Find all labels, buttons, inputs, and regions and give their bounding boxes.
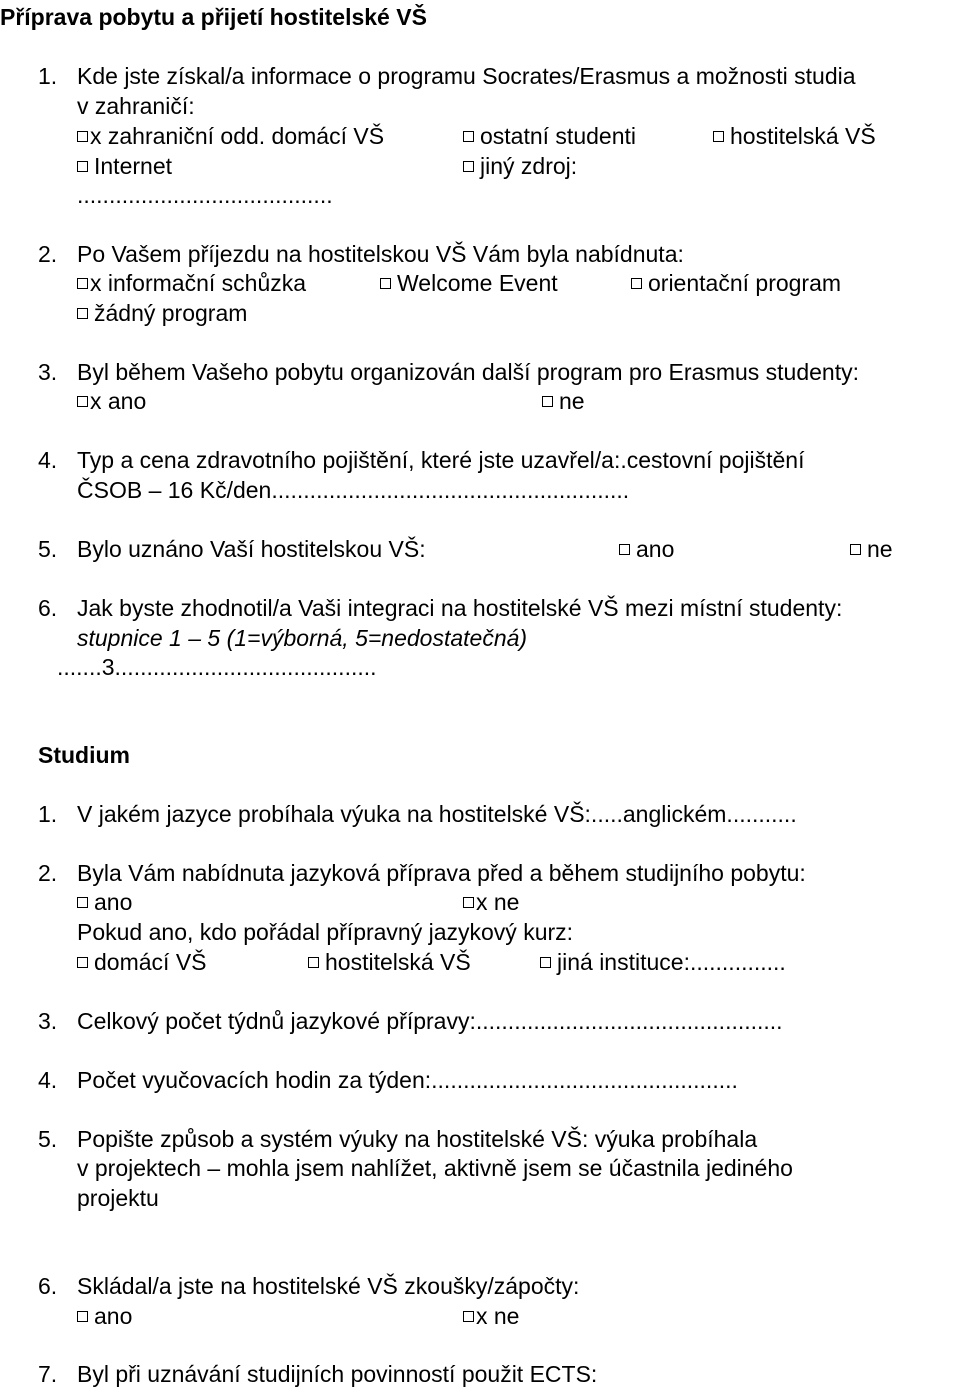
option-label: Internet xyxy=(94,153,172,179)
question-text: V jakém jazyce probíhala výuka na hostitelské VŠ:.....anglickém........... xyxy=(77,801,797,827)
question-number: 6. xyxy=(38,1273,58,1299)
option-label: orientační program xyxy=(648,270,842,296)
option-checkbox[interactable] xyxy=(77,891,132,914)
checkbox-icon xyxy=(463,1311,474,1322)
section-title: Příprava pobytu a přijetí hostitelské VŠ xyxy=(0,4,427,30)
option-label: domácí VŠ xyxy=(94,949,207,975)
option-checkbox[interactable] xyxy=(77,302,247,325)
option-label: žádný program xyxy=(94,300,248,326)
option-label: ano xyxy=(636,536,675,562)
checkbox-icon xyxy=(540,957,551,968)
option-checkbox[interactable] xyxy=(463,155,577,178)
option-checkbox[interactable] xyxy=(540,951,786,974)
question-text: Skládal/a jste na hostitelské VŠ zkoušky/zápočty: xyxy=(77,1273,580,1299)
option-checkbox[interactable] xyxy=(463,1305,519,1328)
question-text: Pokud ano, kdo pořádal přípravný jazykový kurz: xyxy=(77,919,574,945)
checkbox-icon xyxy=(77,957,88,968)
question-text: Bylo uznáno Vaší hostitelskou VŠ: xyxy=(77,536,426,562)
checkbox-icon xyxy=(463,131,474,142)
answer-dots: ........................................ xyxy=(77,182,333,208)
option-checkbox[interactable] xyxy=(77,155,172,178)
option-checkbox[interactable] xyxy=(463,891,519,914)
question-number: 2. xyxy=(38,860,58,886)
checkbox-icon xyxy=(463,161,474,172)
checkbox-icon xyxy=(77,278,88,289)
checkbox-icon xyxy=(850,544,861,555)
checkbox-icon xyxy=(77,131,88,142)
checkbox-icon xyxy=(77,308,88,319)
question-text: Celkový počet týdnů jazykové přípravy:................................................ xyxy=(77,1008,783,1034)
checkbox-icon xyxy=(77,161,88,172)
option-checkbox[interactable] xyxy=(631,272,841,295)
checkbox-icon xyxy=(631,278,642,289)
question-number: 1. xyxy=(38,801,58,827)
option-label: x informační schůzka xyxy=(90,270,307,296)
option-label: x ne xyxy=(476,889,520,915)
question-text: Typ a cena zdravotního pojištění, které jste uzavřel/a:.cestovní pojištění xyxy=(77,447,805,473)
question-number: 3. xyxy=(38,1008,58,1034)
question-number: 3. xyxy=(38,359,58,385)
question-text: Byl při uznávání studijních povinností použit ECTS: xyxy=(77,1361,598,1387)
question-number: 7. xyxy=(38,1361,58,1387)
checkbox-icon xyxy=(77,396,88,407)
option-checkbox[interactable] xyxy=(77,272,306,295)
option-label: ne xyxy=(867,536,893,562)
option-checkbox[interactable] xyxy=(308,951,471,974)
checkbox-icon xyxy=(77,1311,88,1322)
checkbox-icon xyxy=(77,897,88,908)
checkbox-icon xyxy=(619,544,630,555)
question-number: 5. xyxy=(38,536,58,562)
option-label: x zahraniční odd. domácí VŠ xyxy=(90,123,385,149)
answer-text: ČSOB – 16 Kč/den........................................................ xyxy=(77,477,630,503)
checkbox-icon xyxy=(308,957,319,968)
option-label: x ano xyxy=(90,388,147,414)
section-title: Studium xyxy=(38,742,130,768)
option-label: ostatní studenti xyxy=(480,123,636,149)
option-label: hostitelská VŠ xyxy=(325,949,471,975)
checkbox-icon xyxy=(380,278,391,289)
option-checkbox[interactable] xyxy=(380,272,558,295)
checkbox-icon xyxy=(542,396,553,407)
question-number: 1. xyxy=(38,63,58,89)
option-checkbox[interactable] xyxy=(542,390,585,413)
option-checkbox[interactable] xyxy=(77,390,146,413)
scale-hint: stupnice 1 – 5 (1=výborná, 5=nedostatečná) xyxy=(77,625,528,651)
question-number: 6. xyxy=(38,595,58,621)
question-text: Jak byste zhodnotil/a Vaši integraci na hostitelské VŠ mezi místní studenty: xyxy=(77,595,843,621)
option-label: x ne xyxy=(476,1303,520,1329)
option-checkbox[interactable] xyxy=(619,538,674,561)
question-number: 4. xyxy=(38,447,58,473)
option-label: ano xyxy=(94,889,133,915)
checkbox-icon xyxy=(713,131,724,142)
option-label: jiná instituce:............... xyxy=(557,949,786,975)
question-number: 5. xyxy=(38,1126,58,1152)
option-checkbox[interactable] xyxy=(77,125,384,148)
question-text: Byl během Vašeho pobytu organizován další program pro Erasmus studenty: xyxy=(77,359,859,385)
question-text: Kde jste získal/a informace o programu Socrates/Erasmus a možnosti studia xyxy=(77,63,856,89)
option-label: ano xyxy=(94,1303,133,1329)
option-label: Welcome Event xyxy=(397,270,558,296)
answer-text: .......3......................................... xyxy=(57,654,377,680)
option-label: jiný zdroj: xyxy=(480,153,578,179)
question-text: v zahraničí: xyxy=(77,93,195,119)
option-checkbox[interactable] xyxy=(77,951,207,974)
option-label: ne xyxy=(559,388,585,414)
question-text: Popište způsob a systém výuky na hostitelské VŠ: výuka probíhala xyxy=(77,1126,758,1152)
option-label: hostitelská VŠ xyxy=(730,123,876,149)
question-text: Po Vašem příjezdu na hostitelskou VŠ Vám byla nabídnuta: xyxy=(77,241,684,267)
checkbox-icon xyxy=(463,897,474,908)
answer-text: projektu xyxy=(77,1185,159,1211)
question-number: 2. xyxy=(38,241,58,267)
answer-text: v projektech – mohla jsem nahlížet, aktivně jsem se účastnila jediného xyxy=(77,1155,793,1181)
question-text: Počet vyučovacích hodin za týden:................................................ xyxy=(77,1067,738,1093)
option-checkbox[interactable] xyxy=(77,1305,132,1328)
option-checkbox[interactable] xyxy=(850,538,893,561)
option-checkbox[interactable] xyxy=(463,125,636,148)
option-checkbox[interactable] xyxy=(713,125,876,148)
question-text: Byla Vám nabídnuta jazyková příprava před a během studijního pobytu: xyxy=(77,860,806,886)
question-number: 4. xyxy=(38,1067,58,1093)
